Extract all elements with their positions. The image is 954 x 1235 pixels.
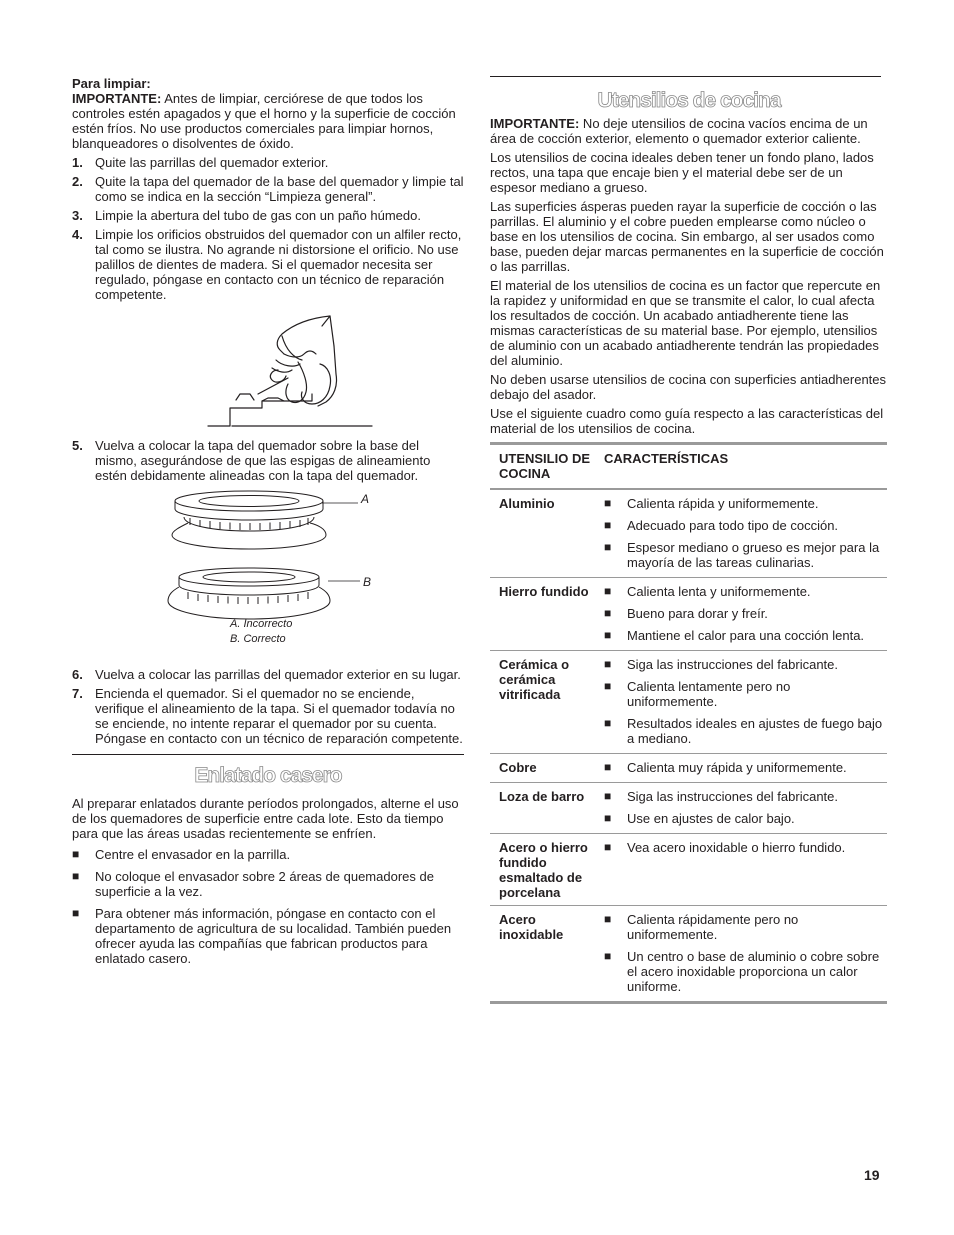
burner-cap-incorrect-icon [72, 487, 464, 557]
square-bullet-icon: ■ [604, 518, 612, 532]
features-list [604, 496, 883, 570]
step-text: Encienda el quemador. Si el quemador no se enciende, verifique el alineamiento de la tapa. Si el quemador todavía no se enciende, no intente reparar el quemador por su cuenta. Póngase en contacto con un técnico de reparación competente. [95, 686, 463, 746]
features-cell [604, 783, 887, 834]
feature-item [604, 949, 883, 994]
table-row [490, 489, 887, 578]
step-2 [72, 174, 464, 204]
feature-item [604, 760, 883, 775]
caption-b: B. Correcto [230, 633, 286, 645]
feature-text: Calienta lenta y uniformemente. [627, 584, 811, 599]
features-cell [604, 834, 887, 906]
features-cell [604, 754, 887, 783]
feature-item [604, 840, 883, 855]
features-list [604, 584, 883, 643]
cleaning-important [72, 91, 464, 151]
feature-text: Siga las instrucciones del fabricante. [627, 789, 839, 804]
step-number: 1. [72, 155, 83, 170]
cookware-table [490, 442, 887, 1004]
feature-text: Espesor mediano o grueso es mejor para la mayoría de las tareas culinarias. [627, 540, 880, 570]
cookware-paragraph: El material de los utensilios de cocina es un factor que repercute en la rapidez y uniformidad en que se transmite el calor, lo cual afecta los resultados de cocción. Un acabado antiadherente tiene las mismas características de su material base. Por ejemplo, utensilios de aluminio con un acabado antiadherente tendrán las propiedades del aluminio. [490, 278, 881, 368]
feature-item [604, 716, 883, 746]
step-5 [72, 438, 464, 483]
important-text: No deje utensilios de cocina vacíos encima de un área de cocción exterior, elemento o quemador exterior caliente. [490, 116, 868, 146]
cookware-important [490, 116, 888, 146]
square-bullet-icon: ■ [604, 584, 612, 598]
square-bullet-icon: ■ [604, 657, 612, 671]
feature-text: Mantiene el calor para una cocción lenta. [627, 628, 865, 643]
feature-item [604, 789, 883, 804]
features-list [604, 657, 883, 746]
features-list [604, 760, 883, 775]
step-text: Vuelva a colocar la tapa del quemador sobre la base del mismo, asegurándose de que las espigas de alineamiento estén debidamente alineadas con la tapa del quemador. [95, 438, 431, 483]
table-header-row [490, 444, 887, 490]
bullet-text: Centre el envasador en la parrilla. [95, 847, 291, 862]
feature-item [604, 811, 883, 826]
step-6 [72, 667, 464, 682]
canning-bullet [72, 847, 464, 862]
step-text: Limpie la abertura del tubo de gas con un paño húmedo. [95, 208, 421, 223]
feature-item [604, 657, 883, 672]
feature-text: Vea acero inoxidable o hierro fundido. [627, 840, 846, 855]
material-cell: Cerámica o cerámica vitrificada [499, 657, 570, 702]
step-number: 6. [72, 667, 83, 682]
features-list [604, 789, 883, 826]
feature-text: Un centro o base de aluminio o cobre sobre el acero inoxidable proporciona un calor uniforme. [627, 949, 880, 994]
square-bullet-icon: ■ [604, 840, 612, 854]
canning-title: Enlatado casero [194, 764, 342, 787]
feature-text: Use en ajustes de calor bajo. [627, 811, 795, 826]
feature-text: Calienta rápida y uniformemente. [627, 496, 819, 511]
feature-item [604, 628, 883, 643]
square-bullet-icon: ■ [604, 540, 612, 554]
material-cell: Hierro fundido [499, 584, 589, 599]
feature-item [604, 679, 883, 709]
table-row [490, 783, 887, 834]
step-number: 5. [72, 438, 83, 453]
canning-intro: Al preparar enlatados durante períodos prolongados, alterne el uso de los quemadores de superficie entre cada lote. Esto da tiempo para que las áreas usadas recientemente se enfríen. [72, 796, 459, 841]
table-header-features: CARACTERÍSTICAS [604, 451, 729, 466]
cookware-title: Utensilios de cocina [597, 89, 781, 112]
cleaning-heading: Para limpiar: [72, 76, 151, 91]
square-bullet-icon: ■ [604, 949, 612, 963]
table-row [490, 578, 887, 651]
square-bullet-icon: ■ [604, 789, 612, 803]
step-3 [72, 208, 464, 223]
square-bullet-icon: ■ [72, 847, 80, 861]
step-text: Quite la tapa del quemador de la base del quemador y limpie tal como se indica en la sección “Limpieza general”. [95, 174, 464, 204]
square-bullet-icon: ■ [604, 760, 612, 774]
square-bullet-icon: ■ [604, 679, 612, 693]
table-header-material: UTENSILIO DE COCINA [499, 451, 591, 481]
feature-item [604, 540, 883, 570]
cleaning-steps-after [72, 667, 464, 746]
step-number: 4. [72, 227, 83, 242]
feature-item [604, 518, 883, 533]
step-text: Quite las parrillas del quemador exterior. [95, 155, 329, 170]
material-cell: Acero o hierro fundido esmaltado de porcelana [499, 840, 588, 900]
canning-bullet [72, 906, 464, 966]
features-cell [604, 489, 887, 578]
table-row [490, 754, 887, 783]
cookware-paragraph: Las superficies ásperas pueden rayar la superficie de cocción o las parrillas. El aluminio y el cobre pueden emplearse como núcleo o base en los utensilios de cocina. Sin embargo, al ser usados como base, pueden dejar marcas permanentes en la superficie de cocción o las parrillas. [490, 199, 884, 274]
feature-text: Resultados ideales en ajustes de fuego bajo a mediano. [627, 716, 883, 746]
right-column [490, 76, 888, 1004]
hand-cleaning-burner-icon [72, 306, 464, 434]
features-cell [604, 578, 887, 651]
step-4 [72, 227, 464, 302]
table-row [490, 651, 887, 754]
important-label: IMPORTANTE: [72, 91, 162, 106]
step-7 [72, 686, 464, 746]
feature-item [604, 606, 883, 621]
table-row [490, 834, 887, 906]
feature-text: Adecuado para todo tipo de cocción. [627, 518, 839, 533]
feature-text: Calienta muy rápida y uniformemente. [627, 760, 847, 775]
features-list [604, 840, 883, 855]
left-column [72, 76, 464, 973]
step-number: 2. [72, 174, 83, 189]
feature-text: Siga las instrucciones del fabricante. [627, 657, 839, 672]
square-bullet-icon: ■ [72, 869, 80, 883]
feature-text: Calienta lentamente pero no uniformemente. [627, 679, 791, 709]
feature-text: Calienta rápidamente pero no uniformemente. [627, 912, 799, 942]
feature-item [604, 584, 883, 599]
feature-item [604, 912, 883, 942]
cookware-paragraph: No deben usarse utensilios de cocina con superficies antiadherentes debajo del asador. [490, 372, 887, 402]
page-number: 19 [864, 1167, 880, 1183]
canning-bullets [72, 847, 464, 966]
square-bullet-icon: ■ [604, 628, 612, 642]
features-list [604, 912, 883, 994]
step-1 [72, 155, 464, 170]
feature-text: Bueno para dorar y freír. [627, 606, 768, 621]
step-text: Vuelva a colocar las parrillas del quemador exterior en su lugar. [95, 667, 461, 682]
figure-captions [230, 617, 292, 647]
burner-cap-figure [72, 487, 464, 665]
square-bullet-icon: ■ [604, 811, 612, 825]
square-bullet-icon: ■ [604, 496, 612, 510]
section-divider [72, 754, 464, 755]
figure-label-a: A [361, 492, 370, 506]
square-bullet-icon: ■ [604, 912, 612, 926]
square-bullet-icon: ■ [604, 606, 612, 620]
table-row [490, 906, 887, 1003]
feature-item [604, 496, 883, 511]
cookware-paragraph: Los utensilios de cocina ideales deben tener un fondo plano, lados rectos, una tapa que encaje bien y el material debe ser de un espesor mediano a grueso. [490, 150, 874, 195]
cleaning-step-5 [72, 438, 464, 483]
bullet-text: No coloque el envasador sobre 2 áreas de quemadores de superficie a la vez. [95, 869, 434, 899]
important-label: IMPORTANTE: [490, 116, 580, 131]
table-body [490, 489, 887, 1003]
bullet-text: Para obtener más información, póngase en contacto con el departamento de agricultura de su localidad. También pueden ofrecer ayuda las compañías que fabrican productos para enlatado casero. [95, 906, 452, 966]
cleaning-steps [72, 155, 464, 302]
figure-label-b: B [363, 575, 372, 589]
step-text: Limpie los orificios obstruidos del quemador con un alfiler recto, tal como se ilustra. No agrande ni distorsione el orificio. No use palillos de dientes de madera. Si el quemador necesita ser regulado, póngase en contacto con un técnico de reparación competente. [95, 227, 462, 302]
features-cell [604, 906, 887, 1003]
step-number: 7. [72, 686, 83, 701]
material-cell: Aluminio [499, 496, 555, 511]
features-cell [604, 651, 887, 754]
important-text: Antes de limpiar, cerciórese de que todos los controles estén apagados y que el horno y la superficie de cocción estén fríos. No use productos comerciales para limpiar hornos, blanqueadores o disolventes de óxido. [72, 91, 456, 151]
caption-a: A. Incorrecto [230, 618, 293, 630]
cookware-paragraph: Use el siguiente cuadro como guía respecto a las características del material de los utensilios de cocina. [490, 406, 884, 436]
square-bullet-icon: ■ [72, 906, 80, 920]
section-divider [490, 76, 881, 77]
square-bullet-icon: ■ [604, 716, 612, 730]
step-number: 3. [72, 208, 83, 223]
material-cell: Cobre [499, 760, 537, 775]
canning-bullet [72, 869, 464, 899]
material-cell: Acero inoxidable [499, 912, 564, 942]
material-cell: Loza de barro [499, 789, 585, 804]
hand-pin-illustration [72, 306, 464, 434]
